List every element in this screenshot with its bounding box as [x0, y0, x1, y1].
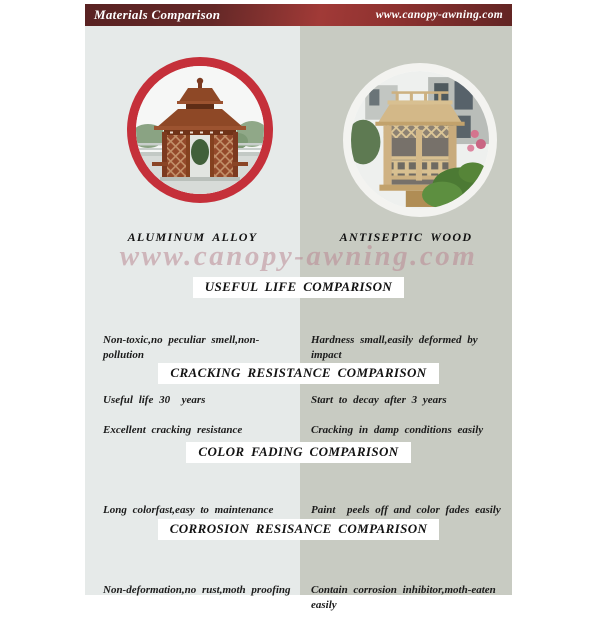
point-line: Non-toxic,no peculiar smell,non-pollution [103, 334, 260, 361]
point-line: Long colorfast,easy to maintenance [103, 504, 274, 516]
point-line: Contain corrosion inhibitor,moth-eaten easily [311, 584, 502, 611]
wood-gazebo-illustration [351, 71, 489, 209]
point-line: Start to decay after 3 years [311, 394, 447, 406]
section-heading: CRACKING RESISTANCE COMPARISON [158, 363, 438, 384]
label-aluminum-alloy: ALUMINUM ALLOY [127, 230, 258, 244]
point-line: Excellent cracking resistance [103, 424, 243, 436]
section-heading: COLOR FADING COMPARISON [186, 442, 410, 463]
wood-points [311, 553, 509, 643]
top-bar [85, 4, 512, 26]
section-heading-row [85, 442, 512, 463]
wood-gazebo-photo [343, 63, 497, 217]
section-heading-row [85, 363, 512, 384]
aluminum-points [103, 553, 295, 628]
page-title: Materials Comparison [94, 7, 221, 22]
website-url: www.canopy-awning.com [375, 9, 503, 21]
watermark-website: www.canopy-awning.com [119, 240, 478, 272]
section-heading: CORROSION RESISANCE COMPARISON [158, 519, 440, 540]
section-heading-row [85, 277, 512, 298]
section-heading-row [85, 519, 512, 540]
comparison-poster [85, 4, 512, 611]
aluminum-gazebo-photo [127, 57, 273, 203]
section-heading: USEFUL LIFE COMPARISON [193, 277, 404, 298]
point-line: Cracking in damp conditions easily [311, 424, 484, 436]
aluminum-gazebo-illustration [136, 66, 264, 194]
label-antiseptic-wood: ANTISEPTIC WOOD [339, 230, 473, 244]
point-line: Paint peels off and color fades easily [311, 504, 501, 516]
point-line: Non-deformation,no rust,moth proofing [103, 584, 291, 596]
point-line: Useful life 30 years [103, 394, 206, 406]
point-line: Hardness small,easily deformed by impact [311, 334, 484, 361]
